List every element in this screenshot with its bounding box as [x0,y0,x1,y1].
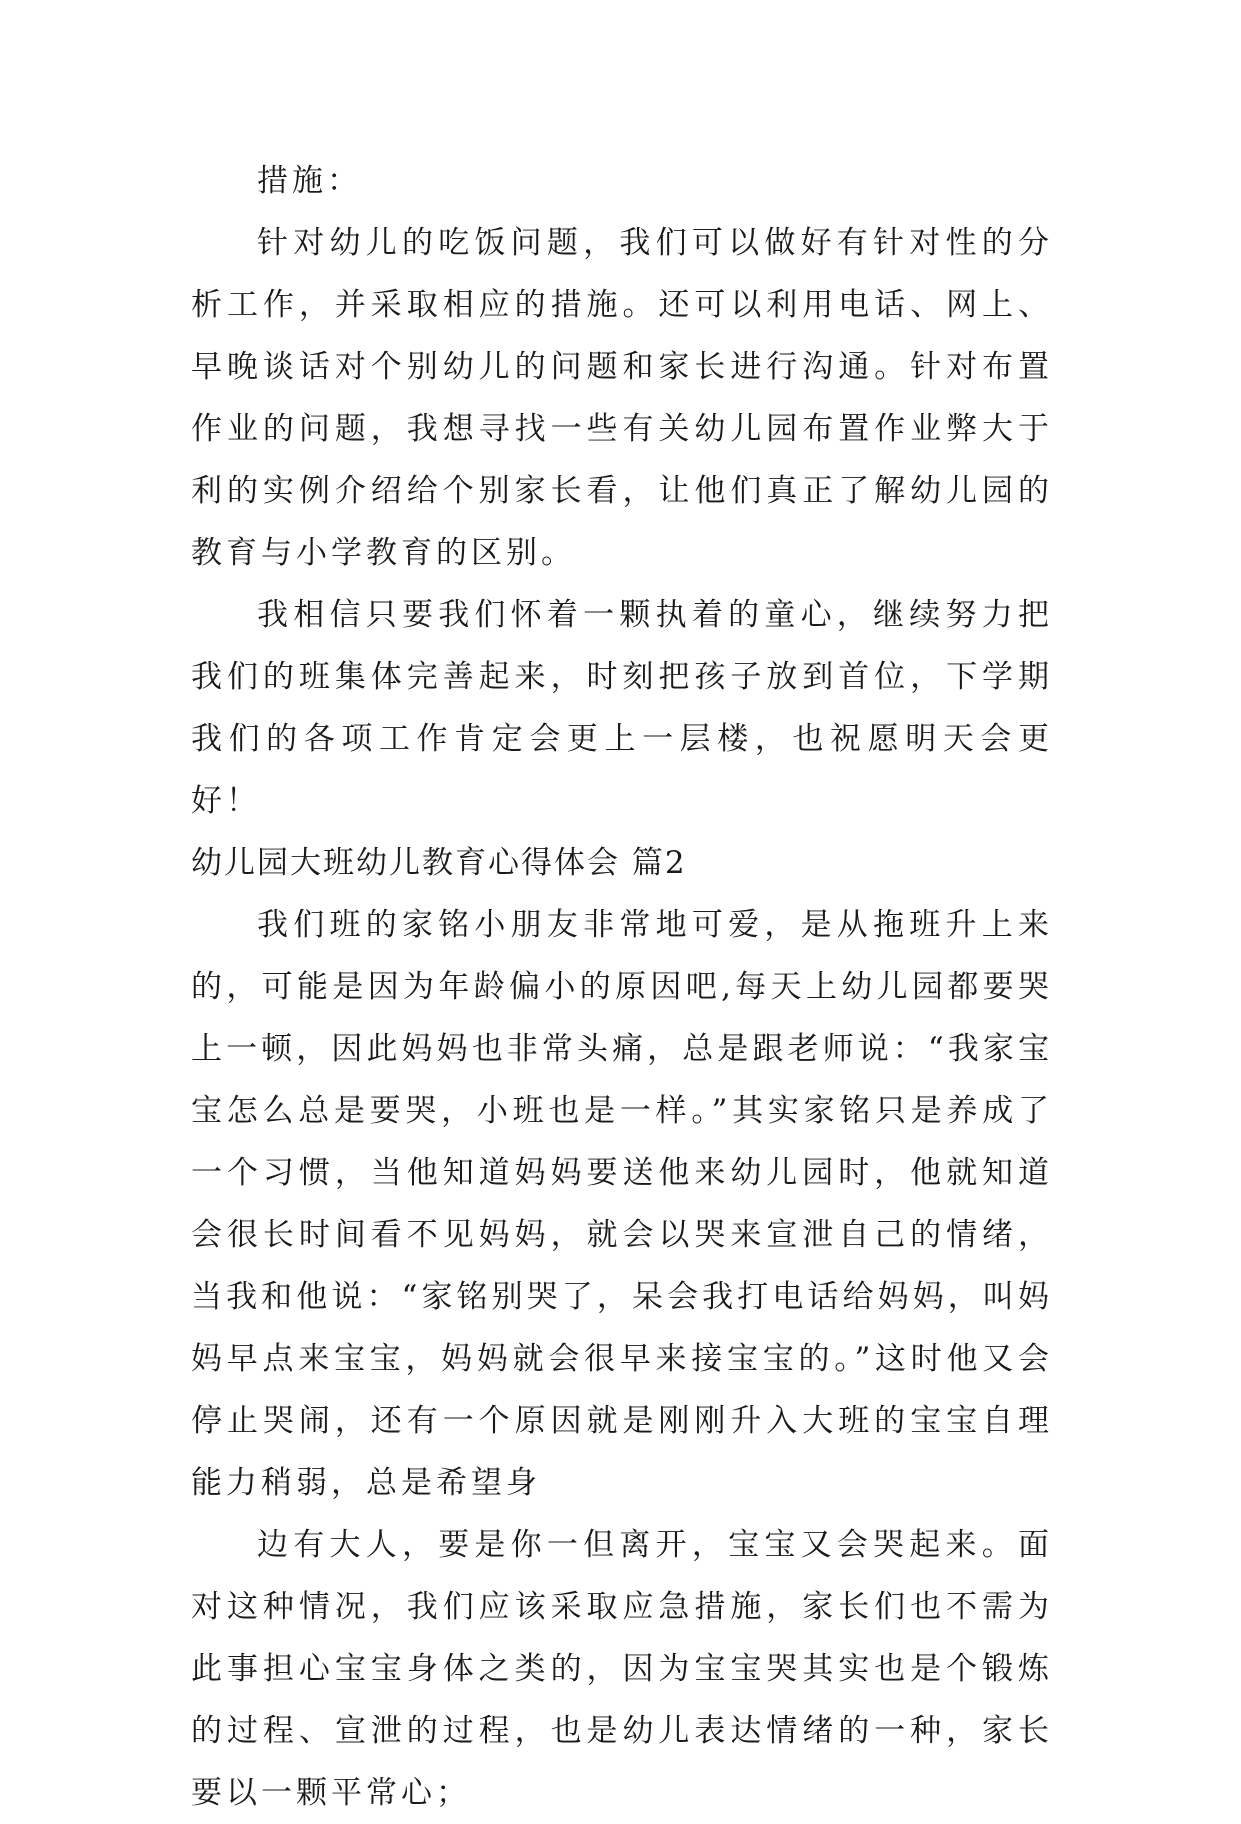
document-body [191,150,1053,1824]
paragraph-measures-body: 针对幼儿的吃饭问题，我们可以做好有针对性的分析工作，并采取相应的措施。还可以利用电话、网上、早晚谈话对个别幼儿的问题和家长进行沟通。针对布置作业的问题，我想寻找一些有关幼儿园布置作业弊大于利的实例介绍给个别家长看，让他们真正了解幼儿园的教育与小学教育的区别。 [191,225,1053,571]
paragraph-section-2: 边有大人，要是你一但离开，宝宝又会哭起来。面对这种情况，我们应该采取应急措施，家长们也不需为此事担心宝宝身体之类的，因为宝宝哭其实也是个锻炼的过程、宣泄的过程，也是幼儿表达情绪的一种，家长要以一颗平常心； [191,1527,1053,1811]
paragraph-conclusion: 我相信只要我们怀着一颗执着的童心，继续努力把我们的班集体完善起来，时刻把孩子放到首位，下学期我们的各项工作肯定会更上一层楼，也祝愿明天会更好！ [191,597,1053,819]
section-title: 幼儿园大班幼儿教育心得体会 篇2 [191,845,687,881]
paragraph-measures-heading: 措施： [257,163,362,199]
paragraph-section-1: 我们班的家铭小朋友非常地可爱，是从拖班升上来的，可能是因为年龄偏小的原因吧,每天上幼儿园都要哭上一顿，因此妈妈也非常头痛，总是跟老师说：“我家宝宝怎么总是要哭，小班也是一样。”其实家铭只是养成了一个习惯，当他知道妈妈要送他来幼儿园时，他就知道会很长时间看不见妈妈，就会以哭来宣泄自己的情绪，当我和他说：“家铭别哭了，呆会我打电话给妈妈，叫妈妈早点来宝宝，妈妈就会很早来接宝宝的。”这时他又会停止哭闹，还有一个原因就是刚刚升入大班的宝宝自理能力稍弱，总是希望身 [191,907,1053,1501]
